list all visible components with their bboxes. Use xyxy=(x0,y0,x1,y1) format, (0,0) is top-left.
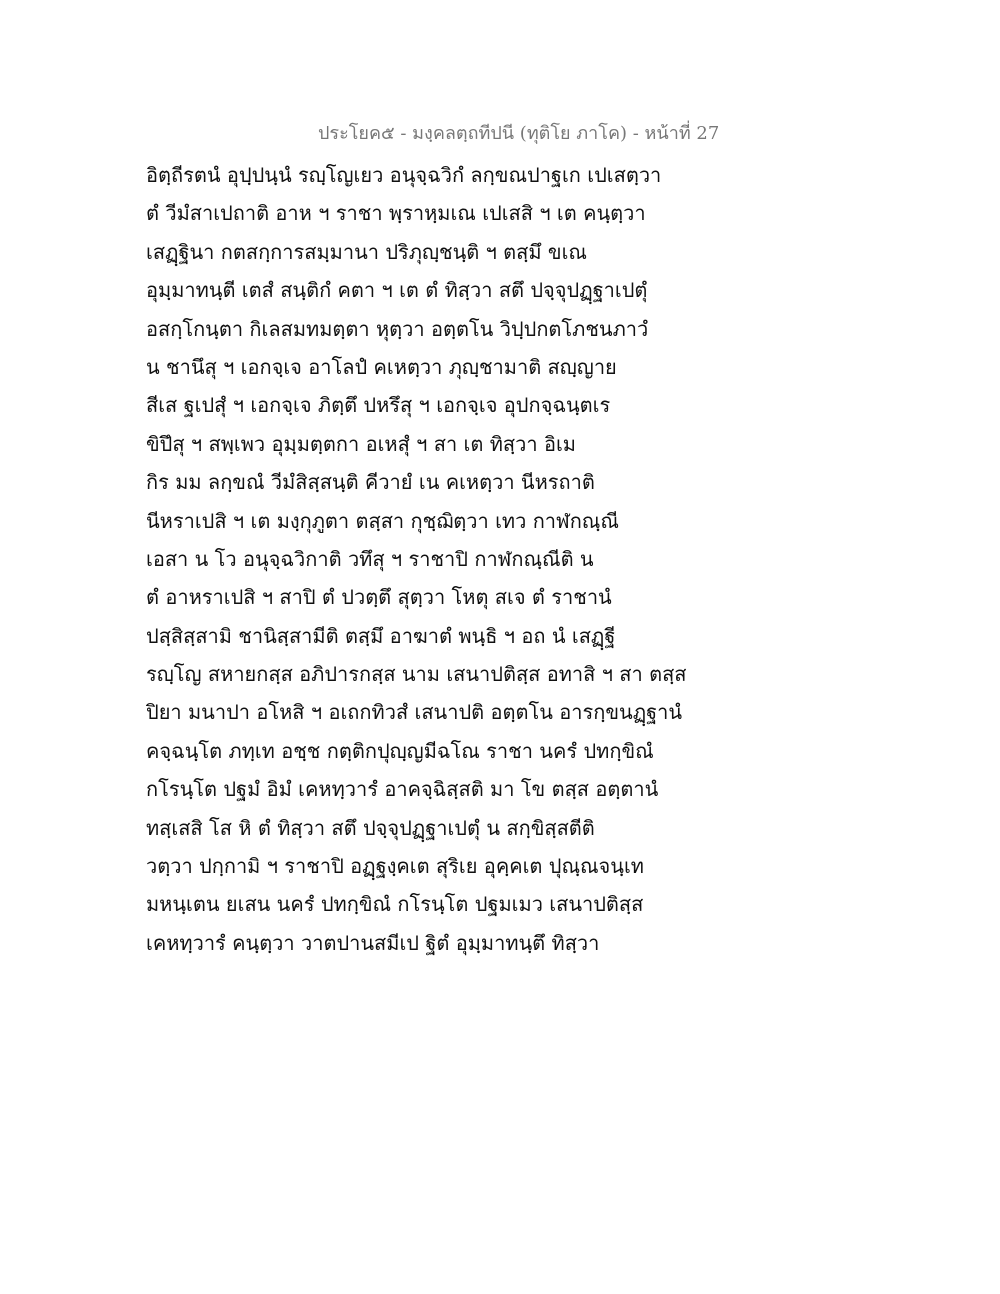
page-header: ประโยค๕ - มงฺคลตฺถทีปนี (ทุติโย ภาโค) - หน้าที่ 27 xyxy=(318,123,720,144)
text-line: เอสา น โว อนุจฺฉวิกาติ วทึสุ ฯ ราชาปิ กาฬกณฺณีติ น xyxy=(146,546,594,571)
body-text xyxy=(146,156,706,962)
text-line: นีหราเปสิ ฯ เต มงฺกุภูตา ตสฺสา กุชฺฌิตฺวา เทว กาฬกณฺณี xyxy=(146,508,619,533)
text-line: คจฺฉนฺโต ภทฺเท อชฺช กตฺติกปุญฺญมีฉโณ ราชา นครํ ปทกฺขิณํ xyxy=(146,738,654,763)
text-line: ตํ วีมํสาเปถาติ อาห ฯ ราชา พฺราหฺมเณ เปเสสิ ฯ เต คนฺตฺวา xyxy=(146,201,646,226)
text-line: ปิยา มนาปา อโหสิ ฯ อเถกทิวสํ เสนาปติ อตฺตโน อารกฺขนฏฺฐานํ xyxy=(146,700,683,725)
text-line: อสกฺโกนฺตา กิเลสมทมตฺตา หุตฺวา อตฺตโน วิปฺปกตโภชนภาวํ xyxy=(146,316,649,341)
text-line: ทสฺเสสิ โส หิ ตํ ทิสฺวา สตึ ปจฺจุปฏฺฐาเปตุํ น สกฺขิสฺสตีติ xyxy=(146,815,595,840)
text-line: ตํ อาหราเปสิ ฯ สาปิ ตํ ปวตฺตึ สุตฺวา โหตุ สเจ ตํ ราชานํ xyxy=(146,585,612,610)
text-line: ขิปึสุ ฯ สพฺเพว อุมฺมตฺตกา อเหสุํ ฯ สา เต ทิสฺวา อิเม xyxy=(146,431,576,456)
text-line: ปสฺสิสฺสามิ ชานิสฺสามีติ ตสฺมึ อาฆาตํ พนฺธิ ฯ อถ นํ เสฏฺฐี xyxy=(146,623,616,648)
text-line: รญฺโญ สหายกสฺส อภิปารกสฺส นาม เสนาปติสฺส อทาสิ ฯ สา ตสฺส xyxy=(146,662,687,687)
text-line: กโรนฺโต ปฐมํ อิมํ เคหทฺวารํ อาคจฺฉิสฺสติ มา โข ตสฺส อตฺตานํ xyxy=(146,777,659,802)
text-line: น ชานึสุ ฯ เอกจฺเจ อาโลปํ คเหตฺวา ภุญฺชามาติ สญฺญาย xyxy=(146,354,617,379)
text-line: อุมฺมาทนฺตี เตสํ สนฺติกํ คตา ฯ เต ตํ ทิสฺวา สตึ ปจฺจุปฏฺฐาเปตุํ xyxy=(146,278,648,303)
text-line: เสฏฺฐินา กตสกฺการสมฺมานา ปริภุญฺชนฺติ ฯ ตสฺมึ ขเณ xyxy=(146,239,587,264)
text-line: กิร มม ลกฺขณํ วีมํสิสฺสนฺติ คีวายํ เน คเหตฺวา นีหรถาติ xyxy=(146,470,595,495)
text-line: อิตฺถีรตนํ อุปฺปนฺนํ รญฺโญเยว อนุจฺฉวิกํ ลกฺขณปาฐเก เปเสตฺวา xyxy=(146,163,662,187)
text-line: สีเส ฐเปสุํ ฯ เอกจฺเจ ภิตฺตึ ปหรึสุ ฯ เอกจฺเจ อุปกจฺฉนฺตเร xyxy=(146,393,611,418)
text-line: วตฺวา ปกฺกามิ ฯ ราชาปิ อฏฺฐงฺคเต สุริเย อุคฺคเต ปุณฺณจนฺเท xyxy=(146,854,644,879)
text-line: เคหทฺวารํ คนฺตฺวา วาตปานสมีเป ฐิตํ อุมฺมาทนฺตึ ทิสฺวา xyxy=(146,930,600,955)
text-line: มหนฺเตน ยเสน นครํ ปทกฺขิณํ กโรนฺโต ปฐมเมว เสนาปติสฺส xyxy=(146,892,644,917)
